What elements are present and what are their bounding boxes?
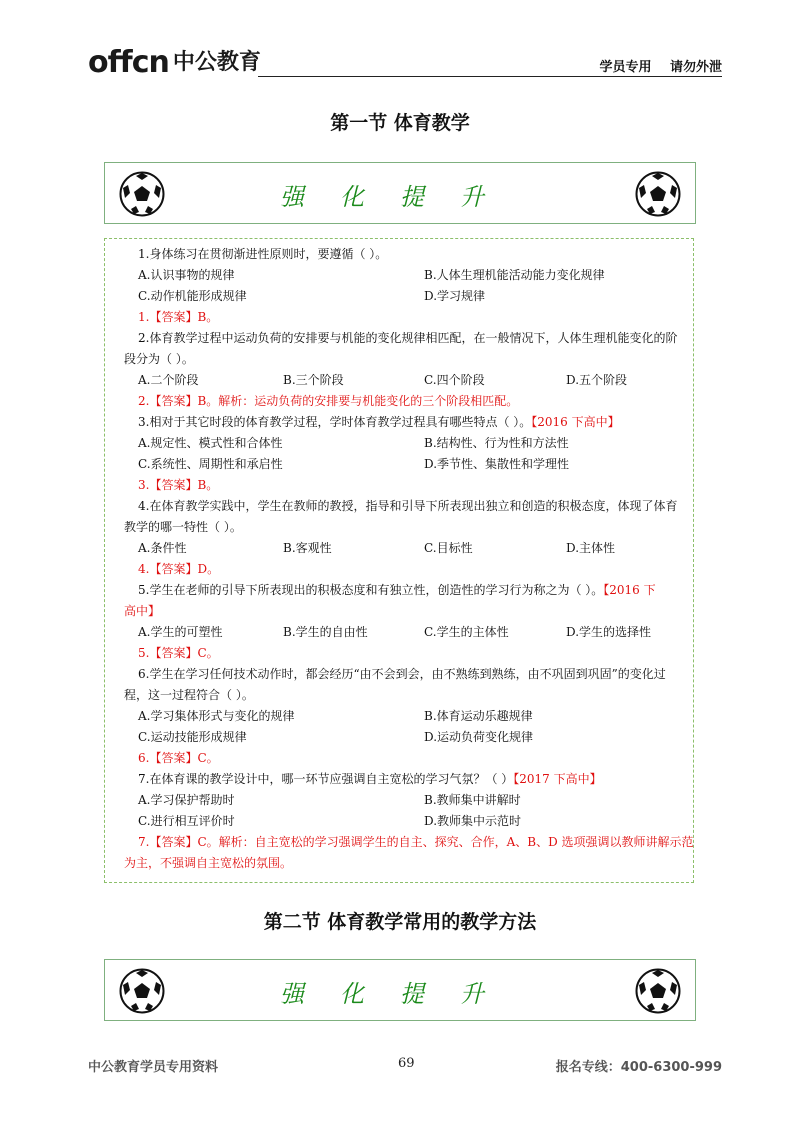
question-5-answer: 5.【答案】C。 [138, 646, 219, 660]
banner-heading: 强化提升 [280, 183, 520, 211]
question-3-option-d: D.季节性、集散性和学理性 [424, 457, 570, 471]
question-4-answer: 4.【答案】D。 [138, 562, 220, 576]
question-7-option-a: A.学习保护帮助时 [138, 793, 235, 807]
banner-2 [104, 959, 696, 1021]
question-5-stem: 5.学生在老师的引导下所表现出的积极态度和有独立性，创造性的学习行为称之为（ ）。【2016 下 [138, 583, 656, 597]
question-5-exam-tag: 【2016 下 [603, 583, 656, 597]
question-1-option-a: A.认识事物的规律 [138, 268, 235, 282]
question-6-option-a: A.学习集体形式与变化的规律 [138, 709, 295, 723]
question-5-exam-tag-cont: 高中】 [124, 604, 161, 618]
header-rule [258, 76, 722, 77]
question-6-option-b: B.体育运动乐趣规律 [424, 709, 533, 723]
question-4-option-a: A.条件性 [138, 541, 187, 555]
question-1-stem: 1.身体练习在贯彻渐进性原则时，要遵循（ ）。 [138, 247, 388, 261]
question-4-option-b: B.客观性 [283, 541, 332, 555]
header-tags [599, 56, 722, 75]
logo-text-en: offcn [88, 45, 169, 80]
banner-heading: 强化提升 [280, 980, 520, 1008]
question-6-option-c: C.运动技能形成规律 [138, 730, 247, 744]
question-2-option-a: A.二个阶段 [138, 373, 199, 387]
question-2-option-b: B.三个阶段 [283, 373, 344, 387]
question-1-option-b: B.人体生理机能活动能力变化规律 [424, 268, 605, 282]
question-5-option-c: C.学生的主体性 [424, 625, 509, 639]
question-7-answer-line-2: 为主，不强调自主宽松的氛围。 [124, 856, 293, 870]
question-3-answer: 3.【答案】B。 [138, 478, 219, 492]
section-title-2: 第二节 体育教学常用的教学方法 [263, 911, 537, 933]
question-5-option-d: D.学生的选择性 [566, 625, 652, 639]
logo-text-cn: 中公教育 [172, 50, 261, 75]
question-6-stem-line-2: 程，这一过程符合（ ）。 [124, 688, 254, 702]
footer-left: 中公教育学员专用资料 [88, 1060, 219, 1075]
question-5-option-a: A.学生的可塑性 [138, 625, 223, 639]
footer-hotline: 报名专线：400-6300-999 [555, 1060, 722, 1075]
question-2-option-d: D.五个阶段 [566, 373, 628, 387]
question-4-option-d: D.主体性 [566, 541, 616, 555]
question-3-option-a: A.规定性、模式性和合体性 [138, 436, 283, 450]
question-3-stem: 3.相对于其它时段的体育教学过程，学时体育教学过程具有哪些特点（ ）。【2016 下高中】 [138, 415, 620, 429]
question-7-exam-tag: 【2017 下高中】 [513, 772, 602, 786]
question-2-stem-line-2: 段分为（ ）。 [124, 352, 194, 366]
question-7-stem: 7.在体育课的教学设计中，哪一环节应强调自主宽松的学习气氛？（ ）【2017 下高中】 [138, 772, 602, 786]
question-4-option-c: C.目标性 [424, 541, 473, 555]
question-1-option-c: C.动作机能形成规律 [138, 289, 247, 303]
header-tag-students-only: 学员专用 [599, 60, 652, 75]
question-2-answer: 2.【答案】B。解析：运动负荷的安排要与机能变化的三个阶段相匹配。 [138, 394, 519, 408]
banner-1 [104, 162, 696, 224]
question-5-option-b: B.学生的自由性 [283, 625, 368, 639]
offcn-logo [88, 38, 261, 80]
question-2-stem-line-1: 2.体育教学过程中运动负荷的安排要与机能的变化规律相匹配，在一般情况下，人体生理机能变化的阶 [138, 331, 678, 345]
question-3-exam-tag: 【2016 下高中】 [531, 415, 620, 429]
question-7-answer-line-1: 7.【答案】C。解析：自主宽松的学习强调学生的自主、探究、合作，A、B、D 选项强调以教师讲解示范 [138, 835, 694, 849]
question-6-option-d: D.运动负荷变化规律 [424, 730, 534, 744]
soccer-ball-icon [635, 171, 681, 217]
question-4-stem-line-1: 4.在体育教学实践中，学生在教师的教授，指导和引导下所表现出独立和创造的积极态度，体现了体育 [138, 499, 678, 513]
page-number: 69 [398, 1056, 415, 1071]
question-1-option-d: D.学习规律 [424, 289, 486, 303]
question-7-option-b: B.教师集中讲解时 [424, 793, 521, 807]
page-header [88, 38, 722, 80]
question-7-option-d: D.教师集中示范时 [424, 814, 522, 828]
section-title-1: 第一节 体育教学 [330, 112, 470, 134]
question-4-stem-line-2: 教学的哪一特性（ ）。 [124, 520, 242, 534]
question-3-option-b: B.结构性、行为性和方法性 [424, 436, 569, 450]
question-6-answer: 6.【答案】C。 [138, 751, 219, 765]
question-2-option-c: C.四个阶段 [424, 373, 485, 387]
soccer-ball-icon [635, 968, 681, 1014]
question-3-option-c: C.系统性、周期性和承启性 [138, 457, 283, 471]
question-7-option-c: C.进行相互评价时 [138, 814, 235, 828]
header-tag-confidential: 请勿外泄 [669, 60, 722, 75]
question-6-stem-line-1: 6.学生在学习任何技术动作时，都会经历“由不会到会，由不熟练到熟练，由不巩固到巩固”的变化过 [138, 667, 666, 681]
question-1-answer: 1.【答案】B。 [138, 310, 219, 324]
